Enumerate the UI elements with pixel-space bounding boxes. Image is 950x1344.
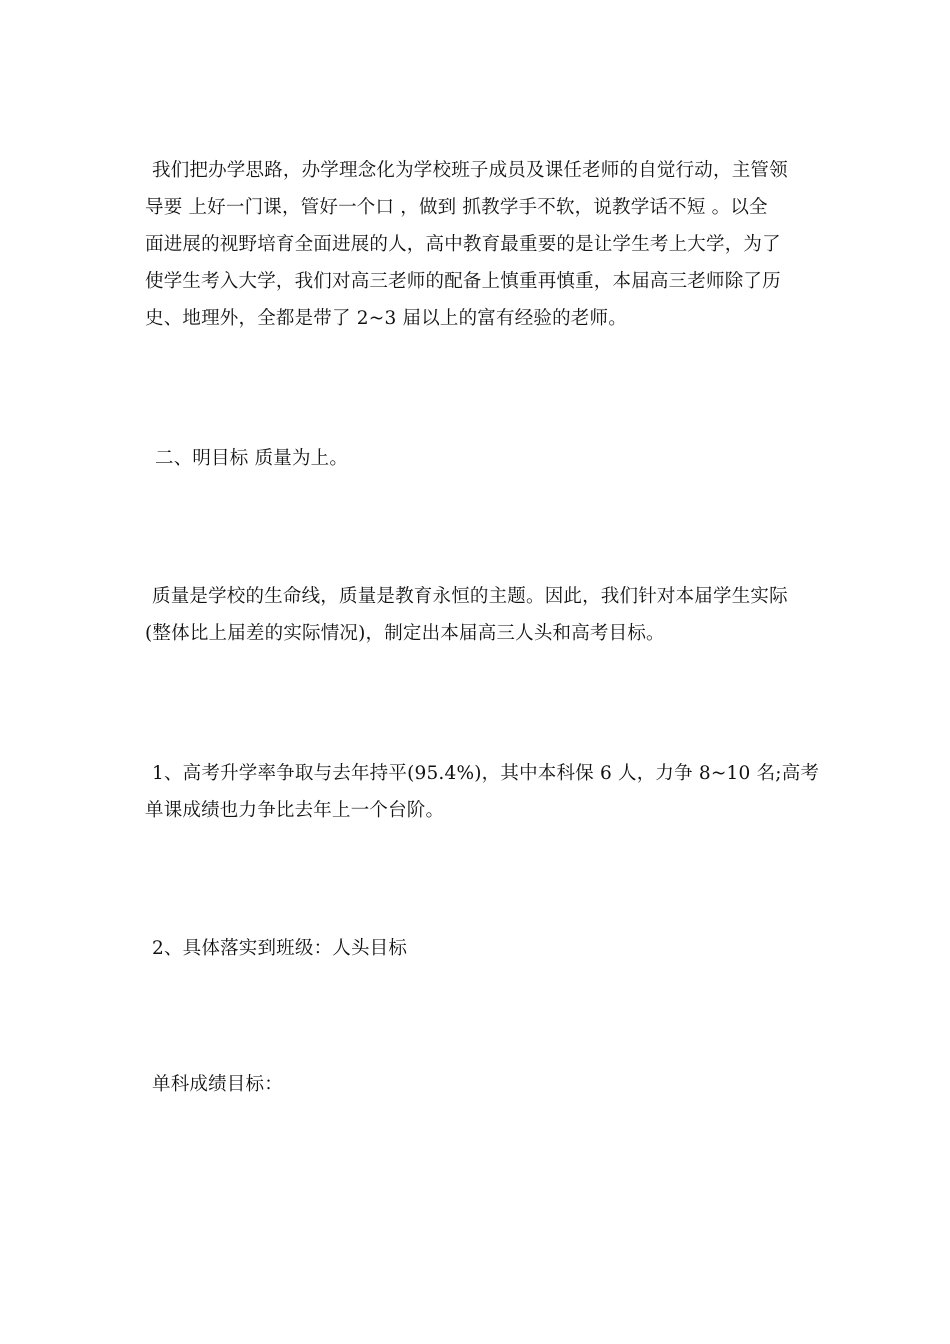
list-item-2 — [145, 930, 810, 967]
paragraph-line: (整体比上届差的实际情况)，制定出本届高三人头和高考目标。 — [145, 623, 665, 644]
paragraph-teaching-philosophy — [145, 152, 810, 337]
paragraph-line: 史、地理外，全都是带了 2~3 届以上的富有经验的老师。 — [145, 308, 627, 329]
subject-score-goals — [145, 1066, 810, 1103]
list-item-1 — [145, 755, 820, 829]
paragraph-line: 二、明目标 质量为上。 — [155, 448, 349, 469]
paragraph-line: 我们把办学思路，办学理念化为学校班子成员及课任老师的自觉行动，主管领 — [152, 160, 788, 181]
paragraph-line: 质量是学校的生命线，质量是教育永恒的主题。因此，我们针对本届学生实际 — [152, 586, 788, 607]
paragraph-line: 单课成绩也力争比去年上一个台阶。 — [145, 800, 445, 821]
section-heading-goals — [145, 440, 810, 477]
paragraph-line: 2、具体落实到班级：人头目标 — [152, 938, 408, 959]
paragraph-line: 使学生考入大学，我们对高三老师的配备上慎重再慎重，本届高三老师除了历 — [145, 271, 781, 292]
paragraph-line: 导要 上好一门课，管好一个口 ，做到 抓教学手不软，说教学话不短 。以全 — [145, 197, 768, 218]
paragraph-line: 面进展的视野培育全面进展的人，高中教育最重要的是让学生考上大学，为了 — [145, 234, 781, 255]
paragraph-quality — [145, 578, 810, 652]
paragraph-line: 单科成绩目标： — [152, 1074, 283, 1095]
paragraph-line: 1、高考升学率争取与去年持平(95.4%)，其中本科保 6 人，力争 8~10 名;高考 — [152, 763, 820, 784]
